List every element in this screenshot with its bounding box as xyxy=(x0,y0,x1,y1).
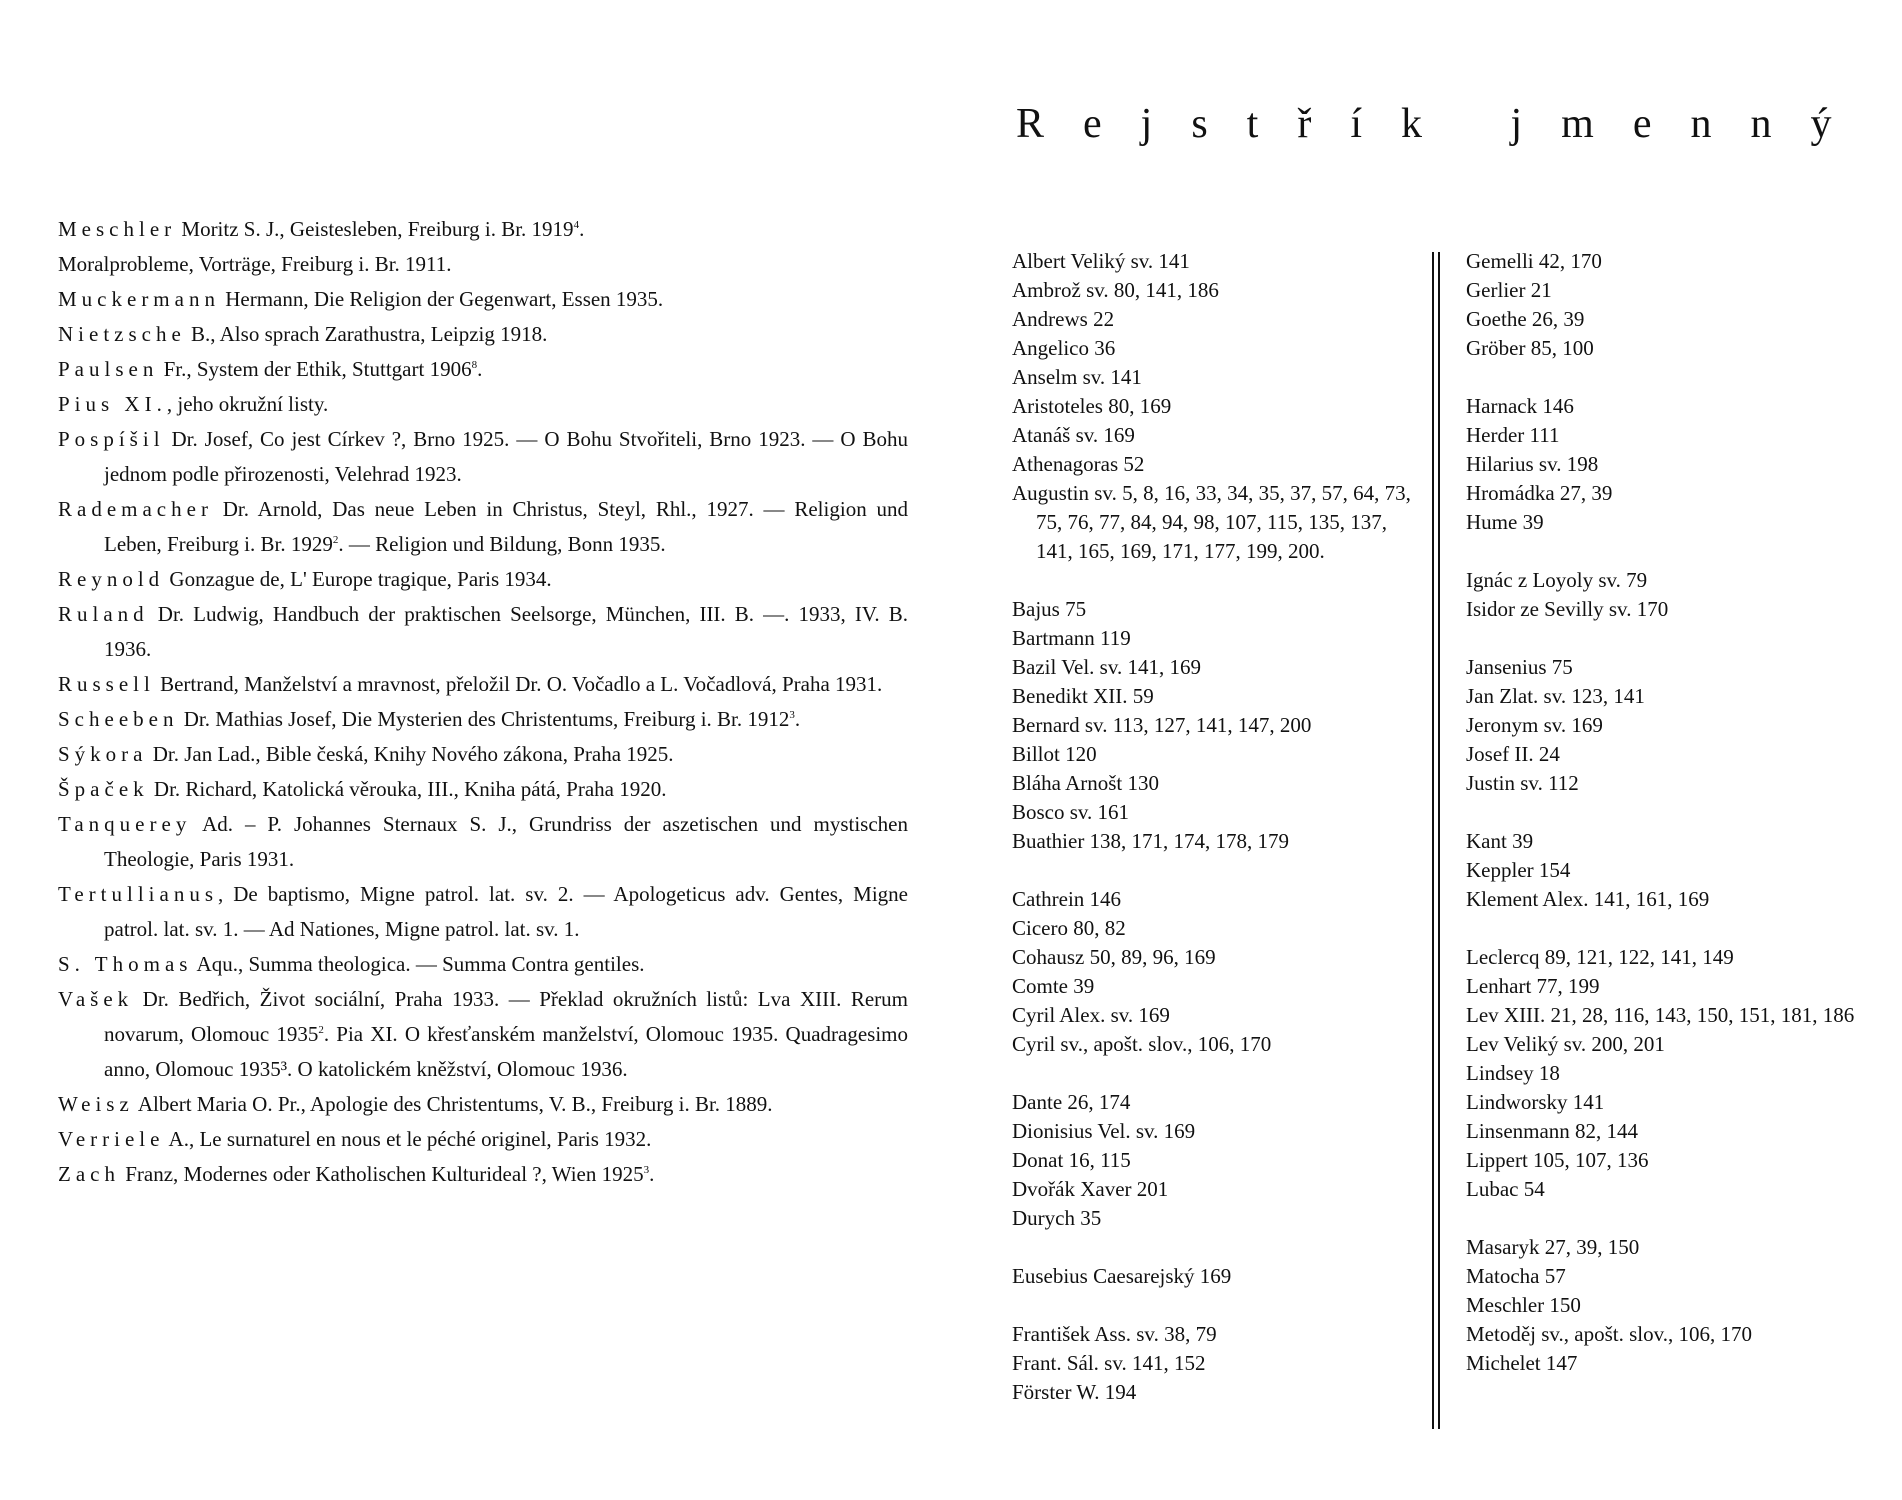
index-entry: Matocha 57 xyxy=(1466,1264,1566,1288)
index-entry: Jeronym sv. 169 xyxy=(1466,713,1603,737)
index-entry: Dante 26, 174 xyxy=(1012,1090,1131,1114)
index-entry: Lippert 105, 107, 136 xyxy=(1466,1148,1649,1172)
index-letter-group xyxy=(1466,653,1866,798)
bibliography-entry xyxy=(58,317,908,352)
index-letter-group xyxy=(1012,247,1412,566)
bib-text: Albert Maria O. Pr., Apologie des Christentums, V. B., Freiburg i. Br. 1889. xyxy=(133,1092,773,1116)
bib-author: Scheeben xyxy=(58,707,179,731)
bib-author: Tanquerey xyxy=(58,812,192,836)
index-entry: Metoděj sv., apošt. slov., 106, 170 xyxy=(1466,1322,1753,1346)
bib-text: Dr. Bedřich, Život sociální, Praha 1933. — Překlad okružních listů: Lva XIII. Rerum novarum, Olomouc 1935 xyxy=(104,987,908,1046)
index-entry: Förster W. 194 xyxy=(1012,1380,1137,1404)
bib-author: Vašek xyxy=(58,987,134,1011)
index-letter-group xyxy=(1466,566,1866,624)
index-entry: Hromádka 27, 39 xyxy=(1466,481,1613,505)
bib-author: Pius XI. xyxy=(58,392,167,416)
index-letter-group xyxy=(1012,1088,1412,1233)
bib-text: Dr. Richard, Katolická věrouka, III., Kniha pátá, Praha 1920. xyxy=(148,777,667,801)
bib-text: Bertrand, Manželství a mravnost, přeložil Dr. O. Vočadlo a L. Vočadlová, Praha 1931. xyxy=(154,672,883,696)
index-entry: Bosco sv. 161 xyxy=(1012,800,1130,824)
bib-text: Moritz S. J., Geistesleben, Freiburg i. Br. 1919 xyxy=(176,217,574,241)
bib-text-tail: . xyxy=(794,707,801,731)
bib-author: Špaček xyxy=(58,777,149,801)
bib-text: A., Le surnaturel en nous et le péché originel, Paris 1932. xyxy=(164,1127,652,1151)
index-entry: Anselm sv. 141 xyxy=(1012,365,1142,389)
bibliography-entry xyxy=(58,772,908,807)
index-entry: Lev XIII. 21, 28, 116, 143, 150, 151, 181, 186 xyxy=(1466,1003,1855,1027)
index-entry: Michelet 147 xyxy=(1466,1351,1578,1375)
index-entry: Comte 39 xyxy=(1012,974,1095,998)
bib-author: Zach xyxy=(58,1162,120,1186)
bibliography-entry xyxy=(58,492,908,562)
bib-text: Ad. – P. Johannes Sternaux S. J., Grundriss der aszetischen und mystischen Theologie, Paris 1931. xyxy=(104,812,908,871)
bibliography-entry xyxy=(58,1157,908,1192)
index-column-b xyxy=(1466,247,1866,1407)
bibliography-entry xyxy=(58,702,908,737)
bib-text-tail: . xyxy=(477,357,483,381)
index-letter-group xyxy=(1012,595,1412,856)
edition-superscript: 3 xyxy=(643,1164,650,1176)
bib-author: S. Thomas xyxy=(58,952,193,976)
index-letter-group xyxy=(1466,247,1866,363)
index-entry: Klement Alex. 141, 161, 169 xyxy=(1466,887,1710,911)
index-entry: Billot 120 xyxy=(1012,742,1097,766)
index-entry: Frant. Sál. sv. 141, 152 xyxy=(1012,1351,1206,1375)
bibliography-entry xyxy=(58,877,908,947)
index-entry: Herder 111 xyxy=(1466,423,1560,447)
bib-text: B., Also sprach Zarathustra, Leipzig 1918. xyxy=(185,322,548,346)
index-entry: František Ass. sv. 38, 79 xyxy=(1012,1322,1217,1346)
index-entry: Athenagoras 52 xyxy=(1012,452,1145,476)
bibliography-entry xyxy=(58,947,908,982)
index-entry: Augustin sv. 5, 8, 16, 33, 34, 35, 37, 57, 64, 73, 75, 76, 77, 84, 94, 98, 107, 115, 135, 137, 141, 165, 169, 171, 177, 199, 200. xyxy=(1012,481,1411,563)
bib-text-tail: . — Religion und Bildung, Bonn 1935. xyxy=(338,532,666,556)
bibliography-list xyxy=(58,212,908,1192)
bib-text: Gonzague de, L' Europe tragique, Paris 1934. xyxy=(164,567,552,591)
index-entry: Justin sv. 112 xyxy=(1466,771,1579,795)
bibliography-entry xyxy=(58,1087,908,1122)
index-entry: Josef II. 24 xyxy=(1466,742,1560,766)
index-entry: Cicero 80, 82 xyxy=(1012,916,1126,940)
index-entry: Gerlier 21 xyxy=(1466,278,1552,302)
bibliography-entry xyxy=(58,737,908,772)
bib-text: Dr. Mathias Josef, Die Mysterien des Christentums, Freiburg i. Br. 1912 xyxy=(178,707,790,731)
bib-author: Ruland xyxy=(58,602,149,626)
index-entry: Lev Veliký sv. 200, 201 xyxy=(1466,1032,1665,1056)
index-entry: Cohausz 50, 89, 96, 169 xyxy=(1012,945,1216,969)
index-entry: Lindworsky 141 xyxy=(1466,1090,1605,1114)
bib-author: Rademacher xyxy=(58,497,213,521)
index-entry: Leclercq 89, 121, 122, 141, 149 xyxy=(1466,945,1734,969)
bibliography-entry xyxy=(58,387,908,422)
bibliography-entry xyxy=(58,667,908,702)
bib-text-tail: . xyxy=(579,217,585,241)
index-entry: Linsenmann 82, 144 xyxy=(1466,1119,1639,1143)
index-entry: Lubac 54 xyxy=(1466,1177,1545,1201)
index-entry: Bazil Vel. sv. 141, 169 xyxy=(1012,655,1201,679)
index-entry: Goethe 26, 39 xyxy=(1466,307,1585,331)
index-entry: Meschler 150 xyxy=(1466,1293,1581,1317)
index-letter-group xyxy=(1466,1233,1866,1378)
index-entry: Benedikt XII. 59 xyxy=(1012,684,1154,708)
bib-text: Hermann, Die Religion der Gegenwart, Essen 1935. xyxy=(219,287,664,311)
bib-text: Dr. Jan Lad., Bible česká, Knihy Nového zákona, Praha 1925. xyxy=(147,742,674,766)
index-letter-group xyxy=(1466,392,1866,537)
index-entry: Albert Veliký sv. 141 xyxy=(1012,249,1190,273)
bibliography-entry xyxy=(58,247,908,282)
edition-superscript: 3 xyxy=(789,709,795,721)
index-entry: Buathier 138, 171, 174, 178, 179 xyxy=(1012,829,1290,853)
index-entry: Keppler 154 xyxy=(1466,858,1571,882)
bib-text-tail: . xyxy=(649,1162,655,1186)
index-letter-group xyxy=(1466,827,1866,914)
index-entry: Dvořák Xaver 201 xyxy=(1012,1177,1169,1201)
bib-text: Fr., System der Ethik, Stuttgart 1906 xyxy=(158,357,472,381)
bib-text: , jeho okružní listy. xyxy=(166,392,329,416)
index-entry: Cyril sv., apošt. slov., 106, 170 xyxy=(1012,1032,1272,1056)
index-entry: Bláha Arnošt 130 xyxy=(1012,771,1159,795)
column-divider xyxy=(1432,252,1434,1429)
edition-superscript: 8 xyxy=(471,359,478,371)
index-entry: Cyril Alex. sv. 169 xyxy=(1012,1003,1170,1027)
bib-author: Nietzsche xyxy=(58,322,186,346)
index-entry: Bajus 75 xyxy=(1012,597,1087,621)
index-entry: Jan Zlat. sv. 123, 141 xyxy=(1466,684,1645,708)
bib-author: Reynold xyxy=(58,567,165,591)
index-entry: Kant 39 xyxy=(1466,829,1534,853)
bib-text: Dr. Ludwig, Handbuch der praktischen Seelsorge, München, III. B. —. 1933, IV. B. 1936. xyxy=(104,602,908,661)
column-divider xyxy=(1438,252,1440,1429)
bib-author: Russell xyxy=(58,672,155,696)
bib-author: Weisz xyxy=(58,1092,134,1116)
index-entry: Eusebius Caesarejský 169 xyxy=(1012,1264,1232,1288)
bibliography-entry xyxy=(58,597,908,667)
index-entry: Lindsey 18 xyxy=(1466,1061,1560,1085)
bib-text: Franz, Modernes oder Katholischen Kulturideal ?, Wien 1925 xyxy=(119,1162,644,1186)
index-entry: Ignác z Loyoly sv. 79 xyxy=(1466,568,1648,592)
index-entry: Cathrein 146 xyxy=(1012,887,1122,911)
bib-text: Moralprobleme, Vorträge, Freiburg i. Br. 1911. xyxy=(58,252,452,276)
index-entry: Jansenius 75 xyxy=(1466,655,1573,679)
edition-superscript: 4 xyxy=(573,219,580,231)
index-entry: Aristoteles 80, 169 xyxy=(1012,394,1172,418)
index-entry: Angelico 36 xyxy=(1012,336,1116,360)
bibliography-entry xyxy=(58,352,908,387)
index-entry: Donat 16, 115 xyxy=(1012,1148,1131,1172)
bib-text: Aqu., Summa theologica. — Summa Contra gentiles. xyxy=(192,952,645,976)
bibliography-entry xyxy=(58,982,908,1087)
index-letter-group xyxy=(1012,1262,1412,1291)
bib-text: Dr. Josef, Co jest Církev ?, Brno 1925. — O Bohu Stvořiteli, Brno 1923. — O Bohu jednom podle přirozenosti, Velehrad 1923. xyxy=(104,427,908,486)
bibliography-entry xyxy=(58,212,908,247)
index-entry: Andrews 22 xyxy=(1012,307,1115,331)
edition-superscript: 2 xyxy=(332,534,339,546)
bib-author: Tertullianus xyxy=(58,882,219,906)
bibliography-entry xyxy=(58,807,908,877)
index-entry: Gemelli 42, 170 xyxy=(1466,249,1602,273)
bib-author: Paulsen xyxy=(58,357,159,381)
index-entry: Durych 35 xyxy=(1012,1206,1102,1230)
bibliography-entry xyxy=(58,282,908,317)
bibliography-entry xyxy=(58,562,908,597)
bib-author: Muckermann xyxy=(58,287,220,311)
edition-superscript: 2 xyxy=(318,1024,324,1036)
index-entry: Hume 39 xyxy=(1466,510,1544,534)
index-entry: Lenhart 77, 199 xyxy=(1466,974,1600,998)
index-entry: Ambrož sv. 80, 141, 186 xyxy=(1012,278,1219,302)
bib-author: Verriele xyxy=(58,1127,165,1151)
index-entry: Isidor ze Sevilly sv. 170 xyxy=(1466,597,1669,621)
index-entry: Dionisius Vel. sv. 169 xyxy=(1012,1119,1196,1143)
bib-author: Sýkora xyxy=(58,742,148,766)
index-entry: Gröber 85, 100 xyxy=(1466,336,1594,360)
index-entry: Masaryk 27, 39, 150 xyxy=(1466,1235,1640,1259)
bibliography-entry xyxy=(58,422,908,492)
index-entry: Atanáš sv. 169 xyxy=(1012,423,1135,447)
bib-text-tail: . Pia XI. O křesťanském manželství, Olomouc 1935. Quadragesimo anno, Olomouc 1935³. O katolickém kněžství, Olomouc 1936. xyxy=(104,1022,908,1081)
bib-text: Dr. Arnold, Das neue Leben in Christus, Steyl, Rhl., 1927. — Religion und Leben, Freiburg i. Br. 1929 xyxy=(104,497,908,556)
bib-author: Meschler xyxy=(58,217,177,241)
index-column-a xyxy=(1012,247,1412,1436)
bibliography-entry xyxy=(58,1122,908,1157)
index-title: Rejstřík jmenný xyxy=(1016,101,1871,147)
index-entry: Hilarius sv. 198 xyxy=(1466,452,1599,476)
bib-text: , De baptismo, Migne patrol. lat. sv. 2. — Apologeticus adv. Gentes, Migne patrol. lat. sv. 1. — Ad Nationes, Migne patrol. lat. sv. 1. xyxy=(104,882,908,941)
bib-author: Pospíšil xyxy=(58,427,165,451)
index-entry: Bernard sv. 113, 127, 141, 147, 200 xyxy=(1012,713,1312,737)
index-letter-group xyxy=(1012,885,1412,1059)
index-letter-group xyxy=(1012,1320,1412,1407)
index-entry: Bartmann 119 xyxy=(1012,626,1131,650)
index-letter-group xyxy=(1466,943,1866,1204)
index-entry: Harnack 146 xyxy=(1466,394,1574,418)
